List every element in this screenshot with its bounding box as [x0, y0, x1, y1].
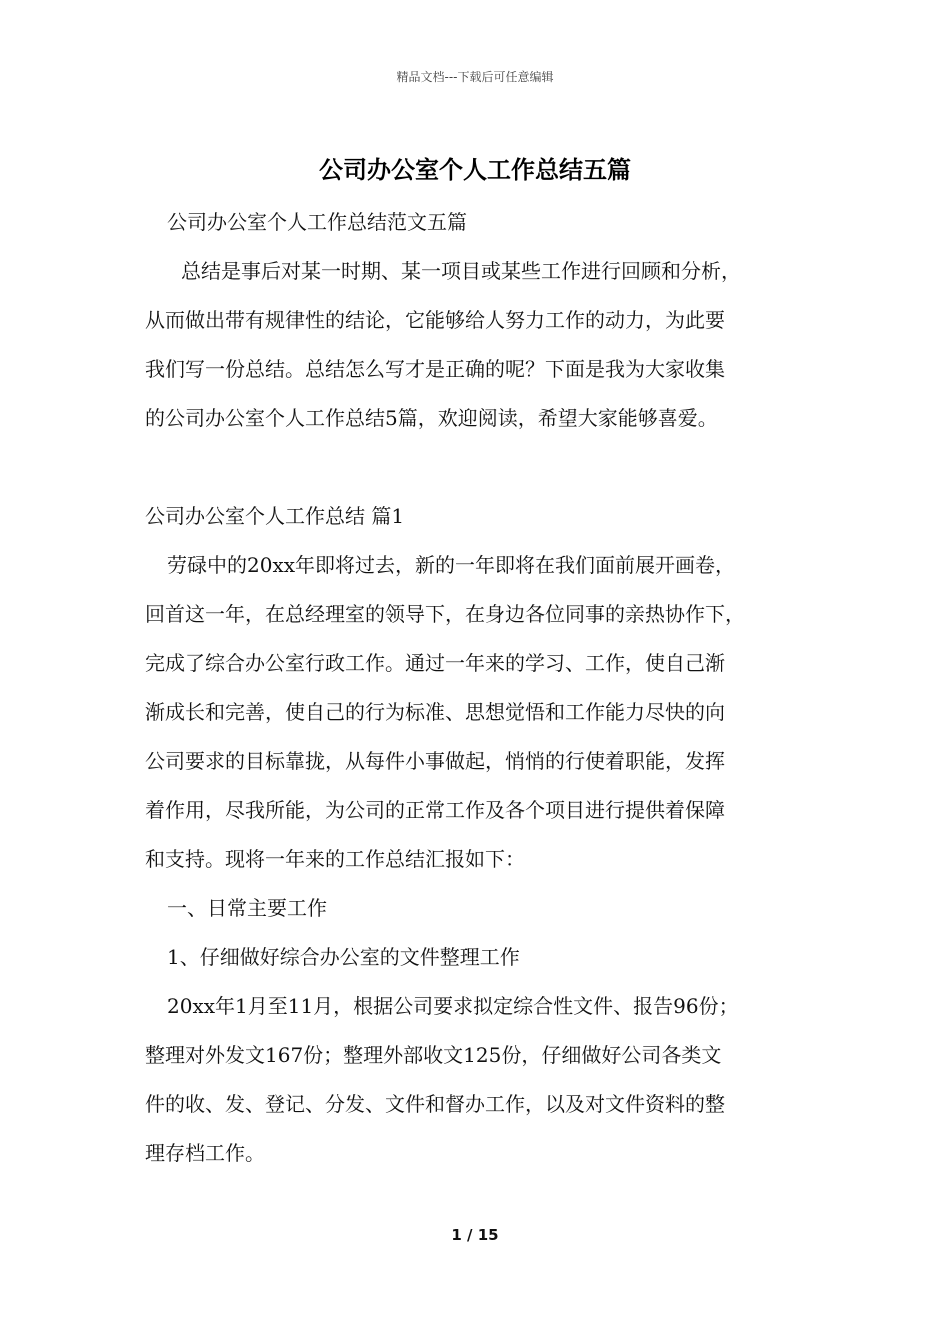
paragraph-line: 件的收、发、登记、分发、文件和督办工作，以及对文件资料的整: [145, 1092, 725, 1116]
page-number: 1 / 15: [451, 1226, 499, 1244]
subtitle: 公司办公室个人工作总结范文五篇: [167, 210, 467, 234]
paragraph-line: 理存档工作。: [145, 1141, 265, 1165]
paragraph-line: 劳碌中的20xx年即将过去，新的一年即将在我们面前展开画卷，: [167, 553, 736, 577]
item-heading: 一、日常主要工作: [167, 896, 327, 920]
document-title: 公司办公室个人工作总结五篇: [319, 155, 631, 184]
intro-line: 从而做出带有规律性的结论，它能够给人努力工作的动力，为此要: [145, 308, 725, 332]
document-body: [145, 198, 825, 1178]
paragraph-line: 公司要求的目标靠拢，从每件小事做起，悄悄的行使着职能，发挥: [145, 749, 725, 773]
subitem-heading: 1、仔细做好综合办公室的文件整理工作: [167, 945, 520, 969]
paragraph-line: 着作用，尽我所能，为公司的正常工作及各个项目进行提供着保障: [145, 798, 725, 822]
paragraph-line: 20xx年1月至11月，根据公司要求拟定综合性文件、报告96份；: [167, 994, 739, 1018]
paragraph-line: 回首这一年，在总经理室的领导下，在身边各位同事的亲热协作下，: [145, 602, 745, 626]
intro-line: 我们写一份总结。总结怎么写才是正确的呢？下面是我为大家收集: [145, 357, 725, 381]
intro-line: 总结是事后对某一时期、某一项目或某些工作进行回顾和分析，: [181, 259, 741, 283]
paragraph-line: 完成了综合办公室行政工作。通过一年来的学习、工作，使自己渐: [145, 651, 725, 675]
paragraph-line: 渐成长和完善，使自己的行为标准、思想觉悟和工作能力尽快的向: [145, 700, 725, 724]
paragraph-gap: [145, 443, 825, 492]
section-heading: 公司办公室个人工作总结 篇1: [145, 504, 405, 528]
paragraph-line: 和支持。现将一年来的工作总结汇报如下：: [145, 847, 525, 871]
intro-line: 的公司办公室个人工作总结5篇，欢迎阅读，希望大家能够喜爱。: [145, 406, 718, 430]
header-note: 精品文档---下载后可任意编辑: [396, 70, 554, 84]
paragraph-line: 整理对外发文167份；整理外部收文125份，仔细做好公司各类文: [145, 1043, 722, 1067]
